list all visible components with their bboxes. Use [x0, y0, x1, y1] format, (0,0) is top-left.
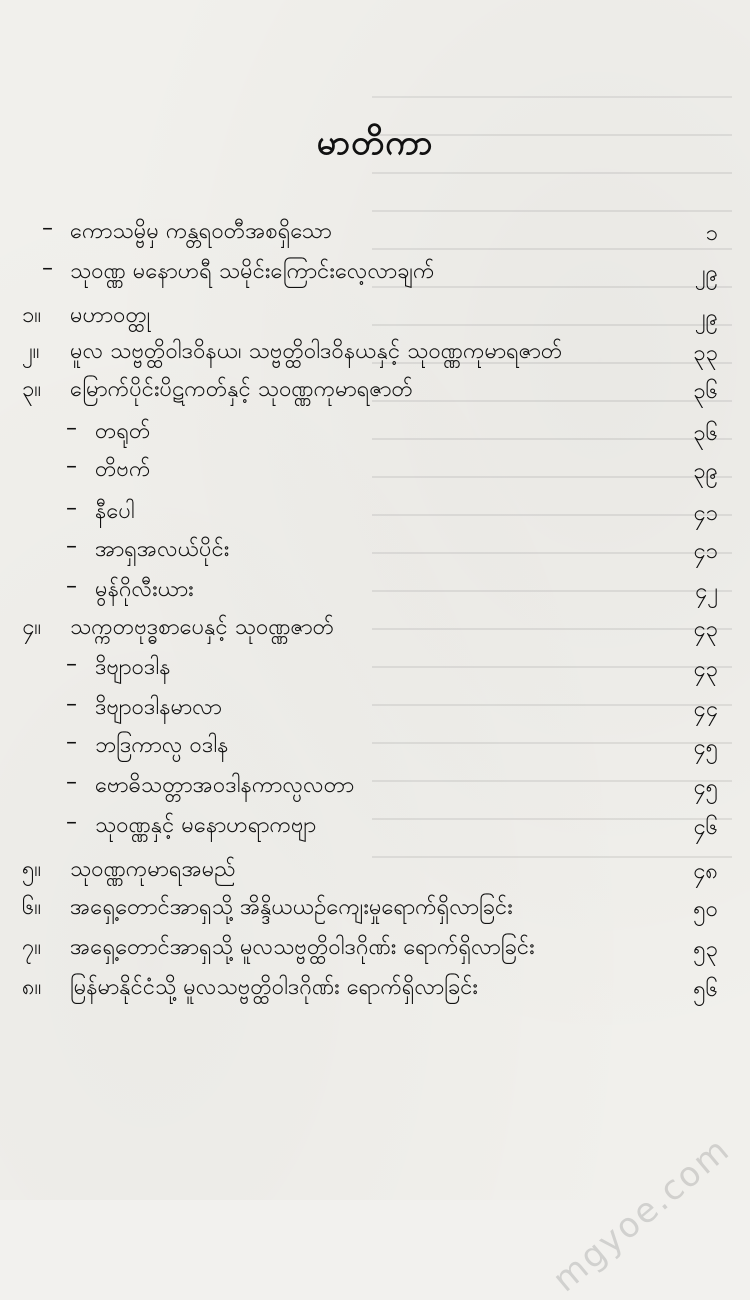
toc-entry-dash: – — [66, 534, 77, 559]
toc-entry-label: မြောက်ပိုင်းပိဋကတ်နှင့် သုဝဏ္ဏကုမာရဇာတ် — [70, 377, 413, 402]
toc-entry-page-number: ၂၉ — [694, 305, 718, 330]
toc-entry-page-number: ၄၄ — [693, 697, 718, 722]
toc-entry — [0, 724, 750, 764]
toc-entry-label: သုဝဏ္ဏ မနောဟရီ သမိုင်းကြောင်းလေ့လာချက် — [70, 259, 435, 284]
toc-entry — [0, 568, 750, 608]
toc-entry — [0, 330, 750, 370]
toc-entry-dash: – — [42, 256, 53, 281]
toc-entry-page-number: ၄၃ — [693, 617, 718, 642]
toc-entry-dash: – — [66, 770, 77, 795]
toc-entry-page-number: ၄၃ — [693, 657, 718, 682]
toc-entry — [0, 250, 750, 290]
toc-entry-dash: – — [66, 454, 77, 479]
toc-entry-label: မူလ သဗ္ဗတ္ထိဝါဒဝိနယ၊ သဗ္ဗတ္ထိဝါဒဝိနယနှင့် သုဝဏ္ဏကုမာရဇာတ် — [70, 339, 563, 364]
toc-entry-label: အရှေ့တောင်အာရှသို့ မူလသဗ္ဗတ္ထိဝါဒဂိုဏ်း ရောက်ရှိလာခြင်း — [70, 935, 535, 960]
toc-entry — [0, 294, 750, 334]
toc-entry-page-number: ၄၁ — [693, 539, 718, 564]
toc-entry-dash: – — [66, 692, 77, 717]
toc-entry-number: ၁။ — [22, 303, 42, 328]
watermark: mgyoe.com — [545, 1129, 738, 1300]
toc-entry-page-number: ၅၆ — [693, 977, 718, 1002]
toc-entry-page-number: ၅၀ — [693, 897, 718, 922]
toc-entry — [0, 490, 750, 530]
toc-entry-page-number: ၃၃ — [693, 341, 718, 366]
toc-entry-page-number: ၄၆ — [693, 815, 718, 840]
toc-entry-label: မွန်ဂိုလီးယား — [95, 577, 194, 602]
toc-entry-dash: – — [66, 574, 77, 599]
toc-entry-number: ၃။ — [22, 377, 42, 402]
page-title: မာတိကာ — [316, 123, 434, 163]
toc-entry — [0, 210, 750, 250]
toc-entry — [0, 368, 750, 408]
toc-entry-dash: – — [66, 496, 77, 521]
toc-entry-page-number: ၅၃ — [693, 937, 718, 962]
toc-entry-label: နီပေါ — [95, 499, 135, 524]
toc-entry — [0, 686, 750, 726]
toc-entry-page-number: ၃၆ — [693, 421, 718, 446]
toc-entry-number: ၄။ — [22, 615, 42, 640]
toc-entry-label: တရုတ် — [95, 419, 151, 444]
toc-entry — [0, 926, 750, 966]
toc-entry-page-number: ၄၈ — [693, 859, 718, 884]
toc-entry-page-number: ၄၅ — [693, 775, 718, 800]
toc-entry-page-number: ၄၅ — [693, 735, 718, 760]
toc-entry — [0, 410, 750, 450]
toc-entry-page-number: ၃၉ — [693, 459, 718, 484]
toc-entry-page-number: ၂၉ — [694, 261, 718, 286]
toc-entry-page-number: ၁ — [705, 221, 718, 246]
toc-entry — [0, 448, 750, 488]
toc-entry — [0, 764, 750, 804]
toc-entry-number: ၅။ — [22, 857, 42, 882]
toc-entry-label: တိဗက် — [95, 457, 151, 482]
toc-entry-label: ဗောဓိသတ္တာအဝဒါနကာလ္ပလတာ — [95, 773, 355, 798]
toc-entry — [0, 966, 750, 1006]
toc-entry-dash: – — [66, 652, 77, 677]
toc-entry-page-number: ၄၁ — [693, 501, 718, 526]
toc-entry — [0, 606, 750, 646]
toc-entry-page-number: ၄၂ — [694, 579, 718, 604]
toc-entry — [0, 886, 750, 926]
toc-entry-label: ကောသမ္ဗိမှ ကန္တရဝတီအစရှိသော — [70, 219, 332, 244]
toc-entry-label: မြန်မာနိုင်ငံသို့ မူလသဗ္ဗတ္ထိဝါဒဂိုဏ်း ရောက်ရှိလာခြင်း — [70, 975, 479, 1000]
toc-entry-dash: – — [66, 730, 77, 755]
toc-entry-label: အာရှအလယ်ပိုင်း — [95, 537, 230, 562]
toc-entry-dash: – — [66, 810, 77, 835]
toc-entry-label: သုဝဏ္ဏကုမာရအမည် — [70, 857, 236, 882]
toc-entry-number: ၈။ — [22, 975, 42, 1000]
toc-entry-dash: – — [42, 216, 53, 241]
toc-entry — [0, 848, 750, 888]
toc-entry — [0, 528, 750, 568]
toc-entry-label: ဒိဗျာဝဒါနမာလာ — [95, 695, 222, 720]
toc-entry — [0, 804, 750, 844]
toc-entry-label: မဟာဝတ္ထု — [70, 303, 151, 328]
toc-entry-dash: – — [66, 416, 77, 441]
table-of-contents — [0, 210, 750, 1050]
toc-entry-number: ၂။ — [22, 339, 40, 364]
toc-entry — [0, 646, 750, 686]
toc-entry-label: သက္ကတဗုဒ္ဓစာပေနှင့် သုဝဏ္ဏဇာတ် — [70, 615, 335, 640]
toc-entry-label: ဒိဗျာဝဒါန — [95, 655, 171, 680]
toc-entry-page-number: ၃၆ — [693, 379, 718, 404]
toc-entry-number: ၆။ — [22, 895, 42, 920]
toc-entry-number: ၇။ — [22, 935, 42, 960]
toc-entry-label: ဘဒြကာလ္ပ ဝဒါန — [95, 733, 229, 758]
toc-entry-label: သုဝဏ္ဏနှင့် မနောဟရာကဗျာ — [95, 813, 317, 838]
toc-entry-label: အရှေ့တောင်အာရှသို့ အိန္ဒိယယဉ်ကျေးမှုရောက်ရှိလာခြင်း — [70, 895, 513, 920]
